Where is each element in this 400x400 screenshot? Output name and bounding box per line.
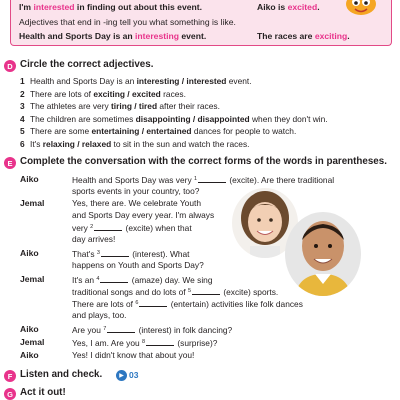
- answer-blank[interactable]: [192, 288, 220, 295]
- item-text: There are lots of: [30, 88, 94, 99]
- section-g-title: Act it out!: [20, 387, 66, 398]
- exercise-d-item: [20, 139, 249, 149]
- grammar-line-3: [19, 31, 206, 41]
- dialogue-text: (excite). Are there traditional: [227, 175, 335, 185]
- dialogue-line: and plays, too.: [72, 310, 127, 320]
- speaker-label: Aiko: [20, 248, 39, 258]
- grammar-line-2: Adjectives that end in -ing tell you what something is like.: [19, 17, 236, 27]
- grammar-line-1: [19, 2, 202, 12]
- boy-photo: [285, 212, 361, 296]
- section-d-badge: D: [4, 60, 16, 72]
- speaker-label: Aiko: [20, 350, 39, 360]
- dialogue-line: [72, 324, 232, 335]
- blank-number: 4: [96, 276, 100, 282]
- grammar-text: I'm: [19, 2, 34, 12]
- blank-number: 6: [135, 300, 139, 306]
- section-e-badge: E: [4, 157, 16, 169]
- dialogue-line: [72, 222, 192, 233]
- item-number: 1: [20, 76, 25, 86]
- dialogue-text: very: [72, 223, 91, 233]
- dialogue-line: [72, 298, 303, 309]
- grammar-text: in finding out about this event.: [74, 2, 203, 12]
- section-g-badge: G: [4, 388, 16, 400]
- blank-number: 7: [103, 326, 107, 332]
- item-text: races.: [160, 88, 186, 99]
- dialogue-text: Health and Sports Day was very: [72, 175, 194, 185]
- dialogue-line: [72, 248, 190, 259]
- grammar-text: .: [347, 31, 350, 41]
- dialogue-text: traditional songs and do lots of: [72, 287, 188, 297]
- exercise-d-item: [20, 76, 252, 86]
- item-text: dances for people to watch.: [191, 126, 297, 136]
- exercise-d-item: [20, 126, 296, 136]
- adjective-choice[interactable]: exciting / excited: [93, 88, 161, 99]
- item-text: The athletes are very: [30, 101, 111, 111]
- blank-number: 3: [96, 250, 100, 256]
- exercise-d-item: [20, 89, 186, 99]
- dialogue-text: Are you: [72, 325, 104, 335]
- item-text: The children are sometimes: [30, 113, 136, 124]
- dialogue-line: [72, 337, 217, 348]
- item-text: There are some: [30, 126, 92, 136]
- dialogue-line: happens on Youth and Sports Day?: [72, 260, 204, 270]
- adjective-choice[interactable]: interesting / interested: [136, 76, 227, 86]
- highlight-word: interested: [33, 2, 75, 12]
- item-number: 2: [20, 88, 25, 99]
- speaker-label: Jemal: [20, 274, 45, 284]
- grammar-text: Health and Sports Day is an: [19, 31, 136, 41]
- adjective-choice[interactable]: entertaining / entertained: [91, 126, 192, 136]
- grammar-text: The races are: [257, 31, 315, 41]
- answer-blank[interactable]: [101, 250, 129, 257]
- grammar-line-3-right: [257, 31, 350, 41]
- speaker-label: Aiko: [20, 324, 39, 334]
- grammar-text: event.: [178, 31, 207, 41]
- dialogue-text: There are lots of: [72, 299, 136, 309]
- highlight-word: exciting: [314, 31, 348, 41]
- dialogue-line: day arrives!: [72, 234, 116, 244]
- dialogue-text: (excite) sports.: [221, 287, 279, 297]
- dialogue-line: [72, 274, 213, 285]
- mascot-illustration: [341, 0, 381, 16]
- speaker-label: Jemal: [20, 337, 45, 347]
- highlight-word: excited: [287, 2, 318, 12]
- speaker-label: Aiko: [20, 174, 39, 184]
- dialogue-text: (excite) when that: [123, 223, 192, 233]
- dialogue-text: That's: [72, 249, 97, 259]
- answer-blank[interactable]: [100, 276, 128, 283]
- exercise-d-item: [20, 101, 220, 111]
- dialogue-line: [72, 174, 334, 185]
- adjective-choice[interactable]: relaxing / relaxed: [42, 138, 112, 149]
- speaker-label: Jemal: [20, 198, 45, 208]
- item-text: event.: [226, 76, 252, 86]
- dialogue-text: (interest) in folk dancing?: [136, 325, 233, 335]
- item-number: 4: [20, 113, 25, 124]
- blank-number: 8: [141, 339, 146, 345]
- audio-speaker-icon[interactable]: ▶: [116, 370, 127, 381]
- section-f-title: Listen and check.: [20, 369, 103, 380]
- blank-number: 1: [193, 176, 198, 182]
- audio-track-number: 03: [129, 370, 139, 380]
- item-number: 5: [20, 126, 25, 136]
- adjective-choice[interactable]: disappointing / disappointed: [135, 113, 250, 124]
- section-f-badge: F: [4, 370, 16, 382]
- blank-number: 2: [90, 224, 94, 230]
- section-e-title: Complete the conversation with the correct forms of the words in parentheses.: [20, 156, 387, 167]
- dialogue-text: It's an: [72, 275, 97, 285]
- exercise-d-item: [20, 114, 328, 124]
- highlight-word: interesting: [135, 31, 179, 41]
- blank-number: 5: [187, 288, 191, 294]
- dialogue-text: (entertain) activities like folk dances: [168, 299, 303, 309]
- dialogue-text: Yes, I am. Are you: [72, 338, 142, 348]
- answer-blank[interactable]: [94, 224, 122, 231]
- dialogue-line: and Sports Day every year. I'm always: [72, 210, 215, 220]
- answer-blank[interactable]: [139, 300, 167, 307]
- dialogue-text: (surprise)?: [175, 338, 218, 348]
- item-text: It's: [30, 138, 43, 149]
- item-number: 6: [20, 138, 25, 149]
- dialogue-line: Yes! I didn't know that about you!: [72, 350, 195, 360]
- item-number: 3: [20, 101, 25, 111]
- dialogue-text: (interest). What: [129, 249, 190, 259]
- grammar-text: Aiko is: [257, 2, 288, 12]
- dialogue-line: Yes, there are. We celebrate Youth: [72, 198, 201, 208]
- answer-blank[interactable]: [107, 326, 135, 333]
- dialogue-line: [72, 286, 278, 297]
- item-text: Health and Sports Day is an: [30, 76, 137, 86]
- grammar-box: [10, 0, 392, 46]
- answer-blank[interactable]: [198, 176, 226, 183]
- adjective-choice[interactable]: tiring / tired: [111, 101, 158, 111]
- dialogue-line: sports events in your country, too?: [72, 186, 200, 196]
- grammar-line-1-right: [257, 2, 320, 12]
- dialogue-text: (amaze) day. We sing: [129, 275, 213, 285]
- section-d-title: Circle the correct adjectives.: [20, 59, 154, 70]
- answer-blank[interactable]: [146, 339, 174, 346]
- item-text: after their races.: [157, 101, 220, 111]
- item-text: to sit in the sun and watch the races.: [111, 138, 250, 149]
- grammar-text: .: [317, 2, 320, 12]
- item-text: when they don't win.: [249, 113, 328, 124]
